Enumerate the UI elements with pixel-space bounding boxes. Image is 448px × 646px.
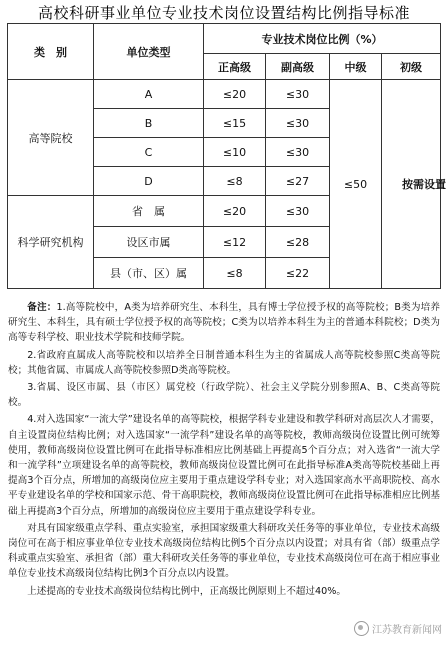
notes-section (8, 300, 440, 601)
table-row-deputy: ≤28 (266, 227, 330, 258)
notes-label: 备注： (27, 302, 57, 313)
page-title: 高校科研事业单位专业技术岗位设置结构比例指导标准 (37, 4, 410, 22)
note-1: 1.高等院校中，A类为培养研究生、本科生，具有博士学位授予权的高等院校；B类为培养研究生、本科生，具有硕士学位授予权的高等院校；C类为以培养本科生为主的普通本科院校；D类为高等专科学校、职业技术学院和技师学院。 (8, 302, 441, 344)
table-row-senior: ≤15 (204, 109, 266, 138)
table-row-type: A (94, 80, 204, 109)
table-row-deputy: ≤22 (266, 258, 330, 289)
watermark-logo-icon (354, 621, 369, 636)
table-row-deputy: ≤30 (266, 196, 330, 227)
junior-value: 按需设置 (382, 80, 441, 289)
table-row-deputy: ≤30 (266, 138, 330, 167)
table-row-type: C (94, 138, 204, 167)
table-row-type: 县（市、区）属 (94, 258, 204, 289)
table-row-deputy: ≤30 (266, 80, 330, 109)
watermark (354, 621, 442, 636)
header-ratio: 专业技术岗位比例（%） (204, 24, 441, 54)
table-row-type: B (94, 109, 204, 138)
table-row-type: 设区市属 (94, 227, 204, 258)
table-row-type: 省 属 (94, 196, 204, 227)
ratio-table (7, 23, 446, 289)
table-row-deputy: ≤30 (266, 109, 330, 138)
table-row-deputy: ≤27 (266, 167, 330, 196)
table-row-senior: ≤8 (204, 167, 266, 196)
header-unit-type: 单位类型 (94, 24, 204, 80)
table-row-senior: ≤20 (204, 80, 266, 109)
table-row-senior: ≤10 (204, 138, 266, 167)
table-row-senior: ≤12 (204, 227, 266, 258)
header-junior: 初级 (382, 54, 441, 80)
note-3: 3.省属、设区市属、县（市区）属党校（行政学院）、社会主义学院分别参照A、B、C类高等院校。 (8, 382, 440, 409)
watermark-text: 江苏教育新闻网 (372, 625, 442, 636)
middle-value: ≤50 (330, 80, 382, 289)
table-row-senior: ≤8 (204, 258, 266, 289)
table-row-type: D (94, 167, 204, 196)
header-middle: 中级 (330, 54, 382, 80)
note-6: 上述提高的专业技术高级岗位结构比例中，正高级比例原则上不超过40%。 (27, 585, 346, 597)
header-category: 类 别 (8, 24, 94, 80)
header-senior: 正高级 (204, 54, 266, 80)
note-2: 2.省政府直属成人高等院校和以培养全日制普通本科生为主的省属成人高等院校参照C类高等院校；其他省属、市属成人高等院校参照D类高等院校。 (8, 349, 440, 376)
category-research: 科学研究机构 (8, 196, 94, 289)
table-row-senior: ≤20 (204, 196, 266, 227)
note-5: 对具有国家级重点学科、重点实验室，承担国家级重大科研攻关任务等的事业单位，专业技术高级岗位可在高于相应事业单位专业技术高级岗位结构比例5个百分点以内设置；对具有省（部）级重点学科或重点实验室、承担省（部）重大科研攻关任务等的事业单位，专业技术高级岗位可在高于相应事业单位专业技术高级岗位结构比例3个百分点以内设置。 (8, 522, 440, 580)
note-4: 4.对入选国家“一流大学”建设名单的高等院校，根据学科专业建设和教学科研对高层次人才需要，自主设置岗位结构比例；对入选国家“一流学科”建设名单的高等院校，教师高级岗位设置比例可统筹使用，教师高级岗位设置比例可在此指导标准相应比例基础上再提高5个百分点；对入选省“一流大学和一流学科”立项建设名单的高等院校，教师高级岗位设置比例可在此指导标准A类高等院校基础上再提高3个百分点，所增加的高级岗位应主要用于重点建设学科专业；对入选国家高水平高职院校、高水平专业建设名单的学校和国家示范、骨干高职院校，教师高级岗位设置比例可在此指导标准相应比例基础上再提高3个百分点，所增加的高级岗位应主要用于重点建设学科专业。 (8, 414, 440, 517)
category-university: 高等院校 (8, 80, 94, 196)
header-deputy: 副高级 (266, 54, 330, 80)
